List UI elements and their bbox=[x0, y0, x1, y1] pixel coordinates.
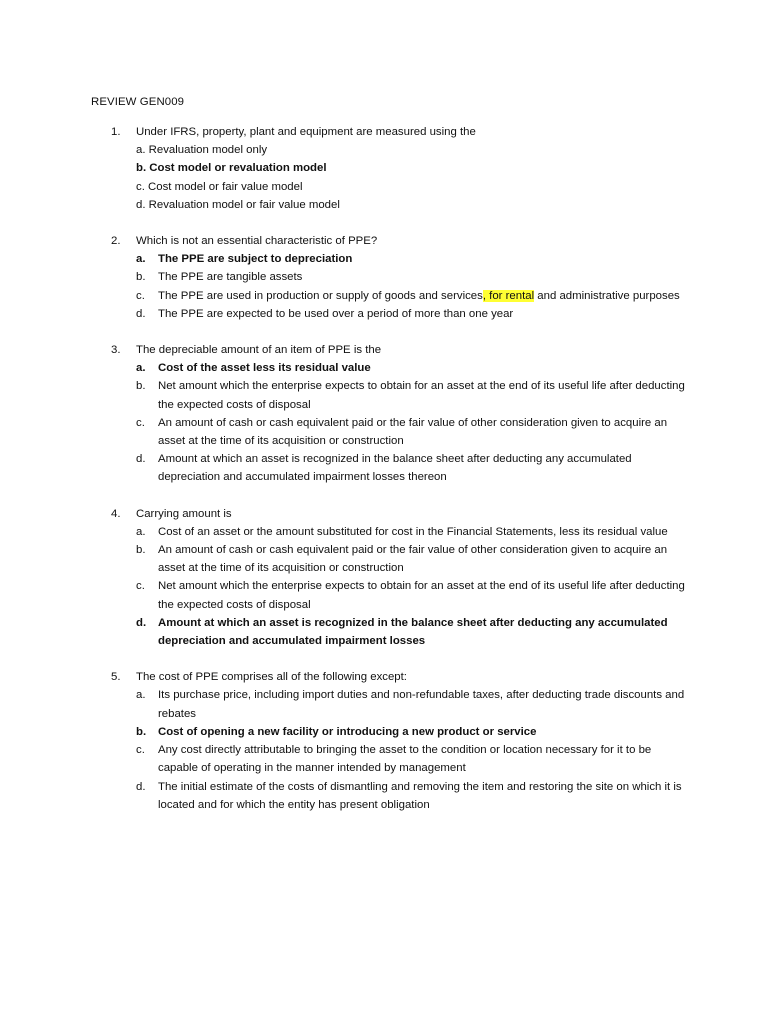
option-text: Any cost directly attributable to bringing the asset to the condition or location necessary for it to be capable of operating in the manner intended by management bbox=[158, 744, 652, 775]
option-letter: c. bbox=[136, 580, 145, 593]
option-b bbox=[0, 377, 768, 413]
option-list bbox=[0, 359, 768, 486]
option-text: a. Revaluation model only bbox=[136, 144, 268, 157]
question-text: Which is not an essential characteristic of PPE? bbox=[136, 235, 378, 248]
option-text: The PPE are tangible assets bbox=[158, 271, 303, 284]
option-b bbox=[0, 541, 768, 577]
option-a bbox=[0, 523, 768, 541]
document-title: REVIEW GEN009 bbox=[91, 96, 185, 108]
option-d bbox=[0, 305, 768, 323]
option-d bbox=[0, 778, 768, 814]
question-5 bbox=[0, 668, 768, 814]
option-text: c. Cost model or fair value model bbox=[136, 180, 303, 193]
option-letter: a. bbox=[136, 689, 146, 702]
option-text: Its purchase price, including import duties and non-refundable taxes, after deducting trade discounts and rebates bbox=[158, 689, 685, 720]
option-text: Amount at which an asset is recognized in the balance sheet after deducting any accumulated depreciation and accumulated impairment losses bbox=[158, 616, 668, 648]
option-letter: d. bbox=[136, 616, 147, 629]
option-letter: d. bbox=[136, 453, 146, 466]
question-list bbox=[0, 123, 768, 832]
option-text: Net amount which the enterprise expects to obtain for an asset at the end of its useful life after deducting the expected costs of disposal bbox=[158, 580, 685, 611]
option-c bbox=[0, 577, 768, 613]
option-a bbox=[0, 250, 768, 268]
question-text: The cost of PPE comprises all of the following except: bbox=[136, 671, 407, 684]
option-text: Cost of the asset less its residual value bbox=[158, 362, 371, 375]
option-list bbox=[0, 250, 768, 323]
option-text-part: The PPE are used in production or supply of goods and services bbox=[158, 289, 483, 302]
option-text: Net amount which the enterprise expects to obtain for an asset at the end of its useful life after deducting the expected costs of disposal bbox=[158, 380, 685, 411]
option-c bbox=[0, 741, 768, 777]
question-text: Under IFRS, property, plant and equipment are measured using the bbox=[136, 126, 476, 138]
option-text: Amount at which an asset is recognized in the balance sheet after deducting any accumulated depreciation and accumulated impairment losses thereon bbox=[158, 453, 632, 484]
option-a bbox=[0, 359, 768, 377]
question-2 bbox=[0, 232, 768, 323]
option-b bbox=[0, 268, 768, 286]
option-d bbox=[0, 614, 768, 650]
option-b bbox=[0, 159, 768, 177]
option-text-part: and administrative purposes bbox=[534, 289, 680, 302]
option-letter: a. bbox=[136, 525, 146, 538]
option-letter: a. bbox=[136, 362, 146, 375]
option-d bbox=[0, 450, 768, 486]
question-number: 3. bbox=[111, 344, 121, 357]
question-number: 5. bbox=[111, 671, 121, 684]
question-text: Carrying amount is bbox=[136, 507, 232, 520]
option-b bbox=[0, 723, 768, 741]
option-letter: d. bbox=[136, 780, 146, 793]
option-text: An amount of cash or cash equivalent paid or the fair value of other consideration given to acquire an asset at the time of its acquisition or construction bbox=[158, 416, 668, 448]
option-a bbox=[0, 686, 768, 722]
option-text: Cost of opening a new facility or introducing a new product or service bbox=[158, 725, 537, 738]
option-list bbox=[0, 141, 768, 214]
question-number: 2. bbox=[111, 235, 121, 248]
option-letter: c. bbox=[136, 416, 145, 429]
option-letter: c. bbox=[136, 289, 145, 302]
option-letter: b. bbox=[136, 544, 146, 557]
option-text: The PPE are expected to be used over a period of more than one year bbox=[158, 307, 514, 320]
option-letter: b. bbox=[136, 725, 147, 738]
highlighted-text: , for rental bbox=[482, 289, 535, 302]
option-text: The PPE are subject to depreciation bbox=[158, 253, 353, 266]
option-letter: b. bbox=[136, 380, 146, 393]
question-4 bbox=[0, 505, 768, 651]
question-number: 1. bbox=[111, 126, 121, 138]
option-letter: d. bbox=[136, 307, 146, 320]
option-letter: b. bbox=[136, 271, 146, 284]
option-a bbox=[0, 141, 768, 159]
option-list bbox=[0, 523, 768, 650]
option-c bbox=[0, 414, 768, 450]
option-letter: a. bbox=[136, 253, 146, 266]
question-text: The depreciable amount of an item of PPE is the bbox=[136, 344, 382, 357]
option-c bbox=[0, 287, 768, 305]
question-3 bbox=[0, 341, 768, 487]
option-text: b. Cost model or revaluation model bbox=[136, 162, 327, 175]
option-list bbox=[0, 686, 768, 813]
option-text bbox=[158, 287, 688, 305]
option-text: An amount of cash or cash equivalent paid or the fair value of other consideration given to acquire an asset at the time of its acquisition or construction bbox=[158, 544, 668, 575]
option-d bbox=[0, 196, 768, 214]
option-c bbox=[0, 178, 768, 196]
option-text: The initial estimate of the costs of dismantling and removing the item and restoring the site on which it is located and for which the entity has present obligation bbox=[158, 780, 682, 811]
question-number: 4. bbox=[111, 507, 121, 520]
question-1 bbox=[0, 123, 768, 214]
option-text: d. Revaluation model or fair value model bbox=[136, 198, 340, 211]
option-text: Cost of an asset or the amount substituted for cost in the Financial Statements, less its residual value bbox=[158, 525, 668, 538]
option-letter: c. bbox=[136, 744, 145, 757]
